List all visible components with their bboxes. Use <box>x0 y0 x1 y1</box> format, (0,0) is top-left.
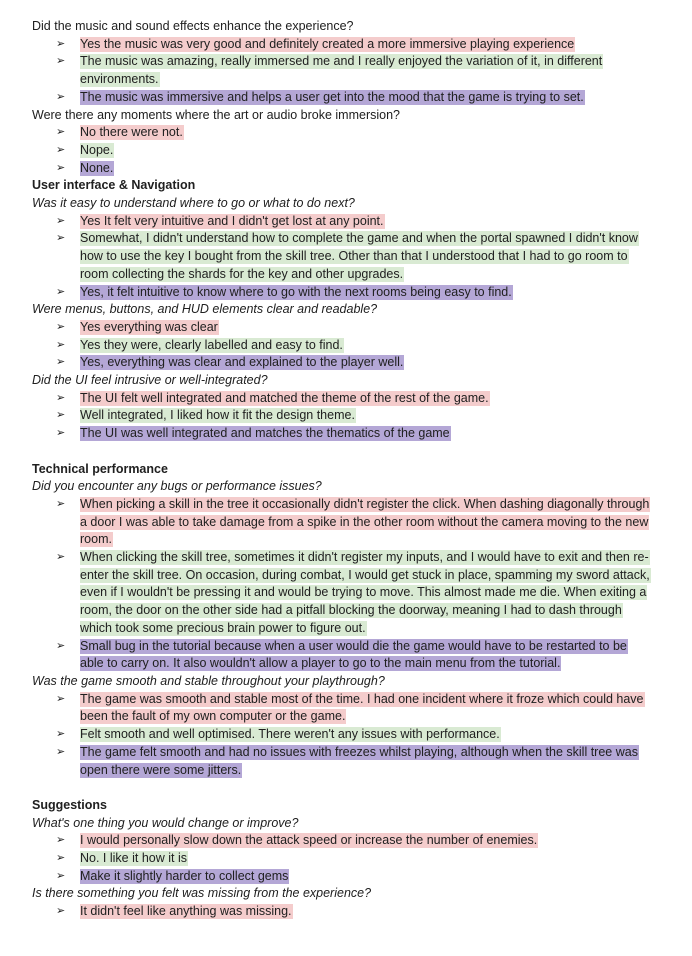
answer-text-purple: The UI was well integrated and matches the thematics of the game <box>80 426 450 441</box>
question-text: Did the UI feel intrusive or well-integrated? <box>32 373 268 388</box>
arrow-bullet-icon: ➢ <box>56 338 66 351</box>
section-heading: Technical performance <box>32 461 168 476</box>
answer-text-red: No there were not. <box>80 125 183 140</box>
arrow-bullet-icon: ➢ <box>56 391 66 404</box>
arrow-bullet-icon: ➢ <box>56 409 66 422</box>
answer-text-red: It didn't feel like anything was missing. <box>80 904 292 919</box>
arrow-bullet-icon: ➢ <box>56 126 66 139</box>
arrow-bullet-icon: ➢ <box>56 639 66 652</box>
answer-item <box>32 337 652 355</box>
question-text: Is there something you felt was missing from the experience? <box>32 886 372 901</box>
question-text: Did the music and sound effects enhance the experience? <box>32 19 354 33</box>
arrow-bullet-icon: ➢ <box>56 852 66 865</box>
section-heading: User interface & Navigation <box>32 178 196 193</box>
question-text: Were menus, buttons, and HUD elements clear and readable? <box>32 302 378 317</box>
question-text: Did you encounter any bugs or performance issues? <box>32 479 322 494</box>
answer-item <box>32 425 652 443</box>
arrow-bullet-icon: ➢ <box>56 55 66 68</box>
answer-text-green: Somewhat, I didn't understand how to complete the game and when the portal spawned I didn't know how to use the key I bought from the skill tree. Other than that I understood that I had to go room to room collecting the shards for the key and other upgrades. <box>80 231 638 281</box>
answer-text-purple: Make it slightly harder to collect gems <box>80 868 289 883</box>
arrow-bullet-icon: ➢ <box>56 214 66 227</box>
arrow-bullet-icon: ➢ <box>56 869 66 882</box>
answer-item <box>32 124 652 142</box>
answer-item <box>32 691 652 726</box>
answer-item <box>32 213 652 231</box>
answer-item <box>32 744 652 779</box>
answer-text-green: No. I like it how it is <box>80 851 187 866</box>
arrow-bullet-icon: ➢ <box>56 834 66 847</box>
answer-item <box>32 53 652 88</box>
answer-item <box>32 496 652 549</box>
answer-text-purple: Yes, everything was clear and explained to the player well. <box>80 355 404 370</box>
answer-text-purple: The music was immersive and helps a user get into the mood that the game is trying to set. <box>80 89 584 104</box>
answer-item <box>32 89 652 107</box>
survey-document <box>32 18 652 921</box>
answer-text-green: Yes they were, clearly labelled and easy to find. <box>80 337 343 352</box>
arrow-bullet-icon: ➢ <box>56 232 66 245</box>
arrow-bullet-icon: ➢ <box>56 143 66 156</box>
answer-text-red: Yes everything was clear <box>80 319 218 334</box>
answer-item <box>32 36 652 54</box>
question-text: Was it easy to understand where to go or what to do next? <box>32 196 355 211</box>
arrow-bullet-icon: ➢ <box>56 320 66 333</box>
blank-line <box>32 443 652 461</box>
arrow-bullet-icon: ➢ <box>56 728 66 741</box>
answer-item <box>32 160 652 178</box>
answer-text-purple: Small bug in the tutorial because when a user would die the game would have to be restarted to be able to carry on. It also wouldn't allow a player to go to the main menu from the tutorial. <box>80 638 627 671</box>
answer-text-green: Felt smooth and well optimised. There weren't any issues with performance. <box>80 727 500 742</box>
arrow-bullet-icon: ➢ <box>56 161 66 174</box>
answer-text-green: The music was amazing, really immersed me and I really enjoyed the variation of it, in different environments. <box>80 54 603 87</box>
arrow-bullet-icon: ➢ <box>56 551 66 564</box>
answer-item <box>32 726 652 744</box>
question-text: Were there any moments where the art or audio broke immersion? <box>32 107 400 122</box>
answer-text-red: Yes It felt very intuitive and I didn't get lost at any point. <box>80 213 384 228</box>
answer-item <box>32 390 652 408</box>
answer-text-green: Well integrated, I liked how it fit the design theme. <box>80 408 355 423</box>
answer-item <box>32 868 652 886</box>
arrow-bullet-icon: ➢ <box>56 497 66 510</box>
answer-text-green: When clicking the skill tree, sometimes it didn't register my inputs, and I would have to exit and then re-enter the skill tree. On occasion, during combat, I would get stuck in place, spamming my sword attack, even if I wouldn't be pressing it and would be trying to move. This almost made me die. When exiting a room, the door on the other side had a pitfall blocking the doorway, meaning I had to dash through which took some precious brain power to figure out. <box>80 550 650 635</box>
arrow-bullet-icon: ➢ <box>56 745 66 758</box>
answer-item <box>32 638 652 673</box>
answer-text-purple: The game felt smooth and had no issues with freezes whilst playing, although when the skill tree was open there were some jitters. <box>80 744 638 777</box>
blank-line <box>32 779 652 797</box>
answer-text-purple: None. <box>80 160 114 175</box>
question-text: What's one thing you would change or improve? <box>32 815 299 830</box>
answer-text-red: I would personally slow down the attack speed or increase the number of enemies. <box>80 833 538 848</box>
arrow-bullet-icon: ➢ <box>56 285 66 298</box>
answer-item <box>32 319 652 337</box>
answer-item <box>32 230 652 283</box>
answer-item <box>32 549 652 638</box>
answer-item <box>32 354 652 372</box>
answer-text-red: Yes the music was very good and definitely created a more immersive playing experience <box>80 36 575 51</box>
arrow-bullet-icon: ➢ <box>56 427 66 440</box>
answer-item <box>32 850 652 868</box>
answer-item <box>32 903 652 921</box>
arrow-bullet-icon: ➢ <box>56 905 66 918</box>
answer-item <box>32 832 652 850</box>
answer-item <box>32 142 652 160</box>
arrow-bullet-icon: ➢ <box>56 90 66 103</box>
answer-text-purple: Yes, it felt intuitive to know where to go with the next rooms being easy to find. <box>80 284 512 299</box>
answer-text-red: When picking a skill in the tree it occasionally didn't register the click. When dashing diagonally through a door I was able to take damage from a spike in the other room without the camera moving to the new room. <box>80 496 650 547</box>
arrow-bullet-icon: ➢ <box>56 37 66 50</box>
answer-item <box>32 407 652 425</box>
section-heading: Suggestions <box>32 797 108 812</box>
answer-text-green: Nope. <box>80 142 114 157</box>
arrow-bullet-icon: ➢ <box>56 356 66 369</box>
question-text: Was the game smooth and stable throughout your playthrough? <box>32 674 385 688</box>
answer-text-red: The UI felt well integrated and matched the theme of the rest of the game. <box>80 390 489 405</box>
answer-item <box>32 284 652 302</box>
answer-text-red: The game was smooth and stable most of the time. I had one incident where it froze which could have been the fault of my own computer or the game. <box>80 691 644 724</box>
arrow-bullet-icon: ➢ <box>56 692 66 705</box>
